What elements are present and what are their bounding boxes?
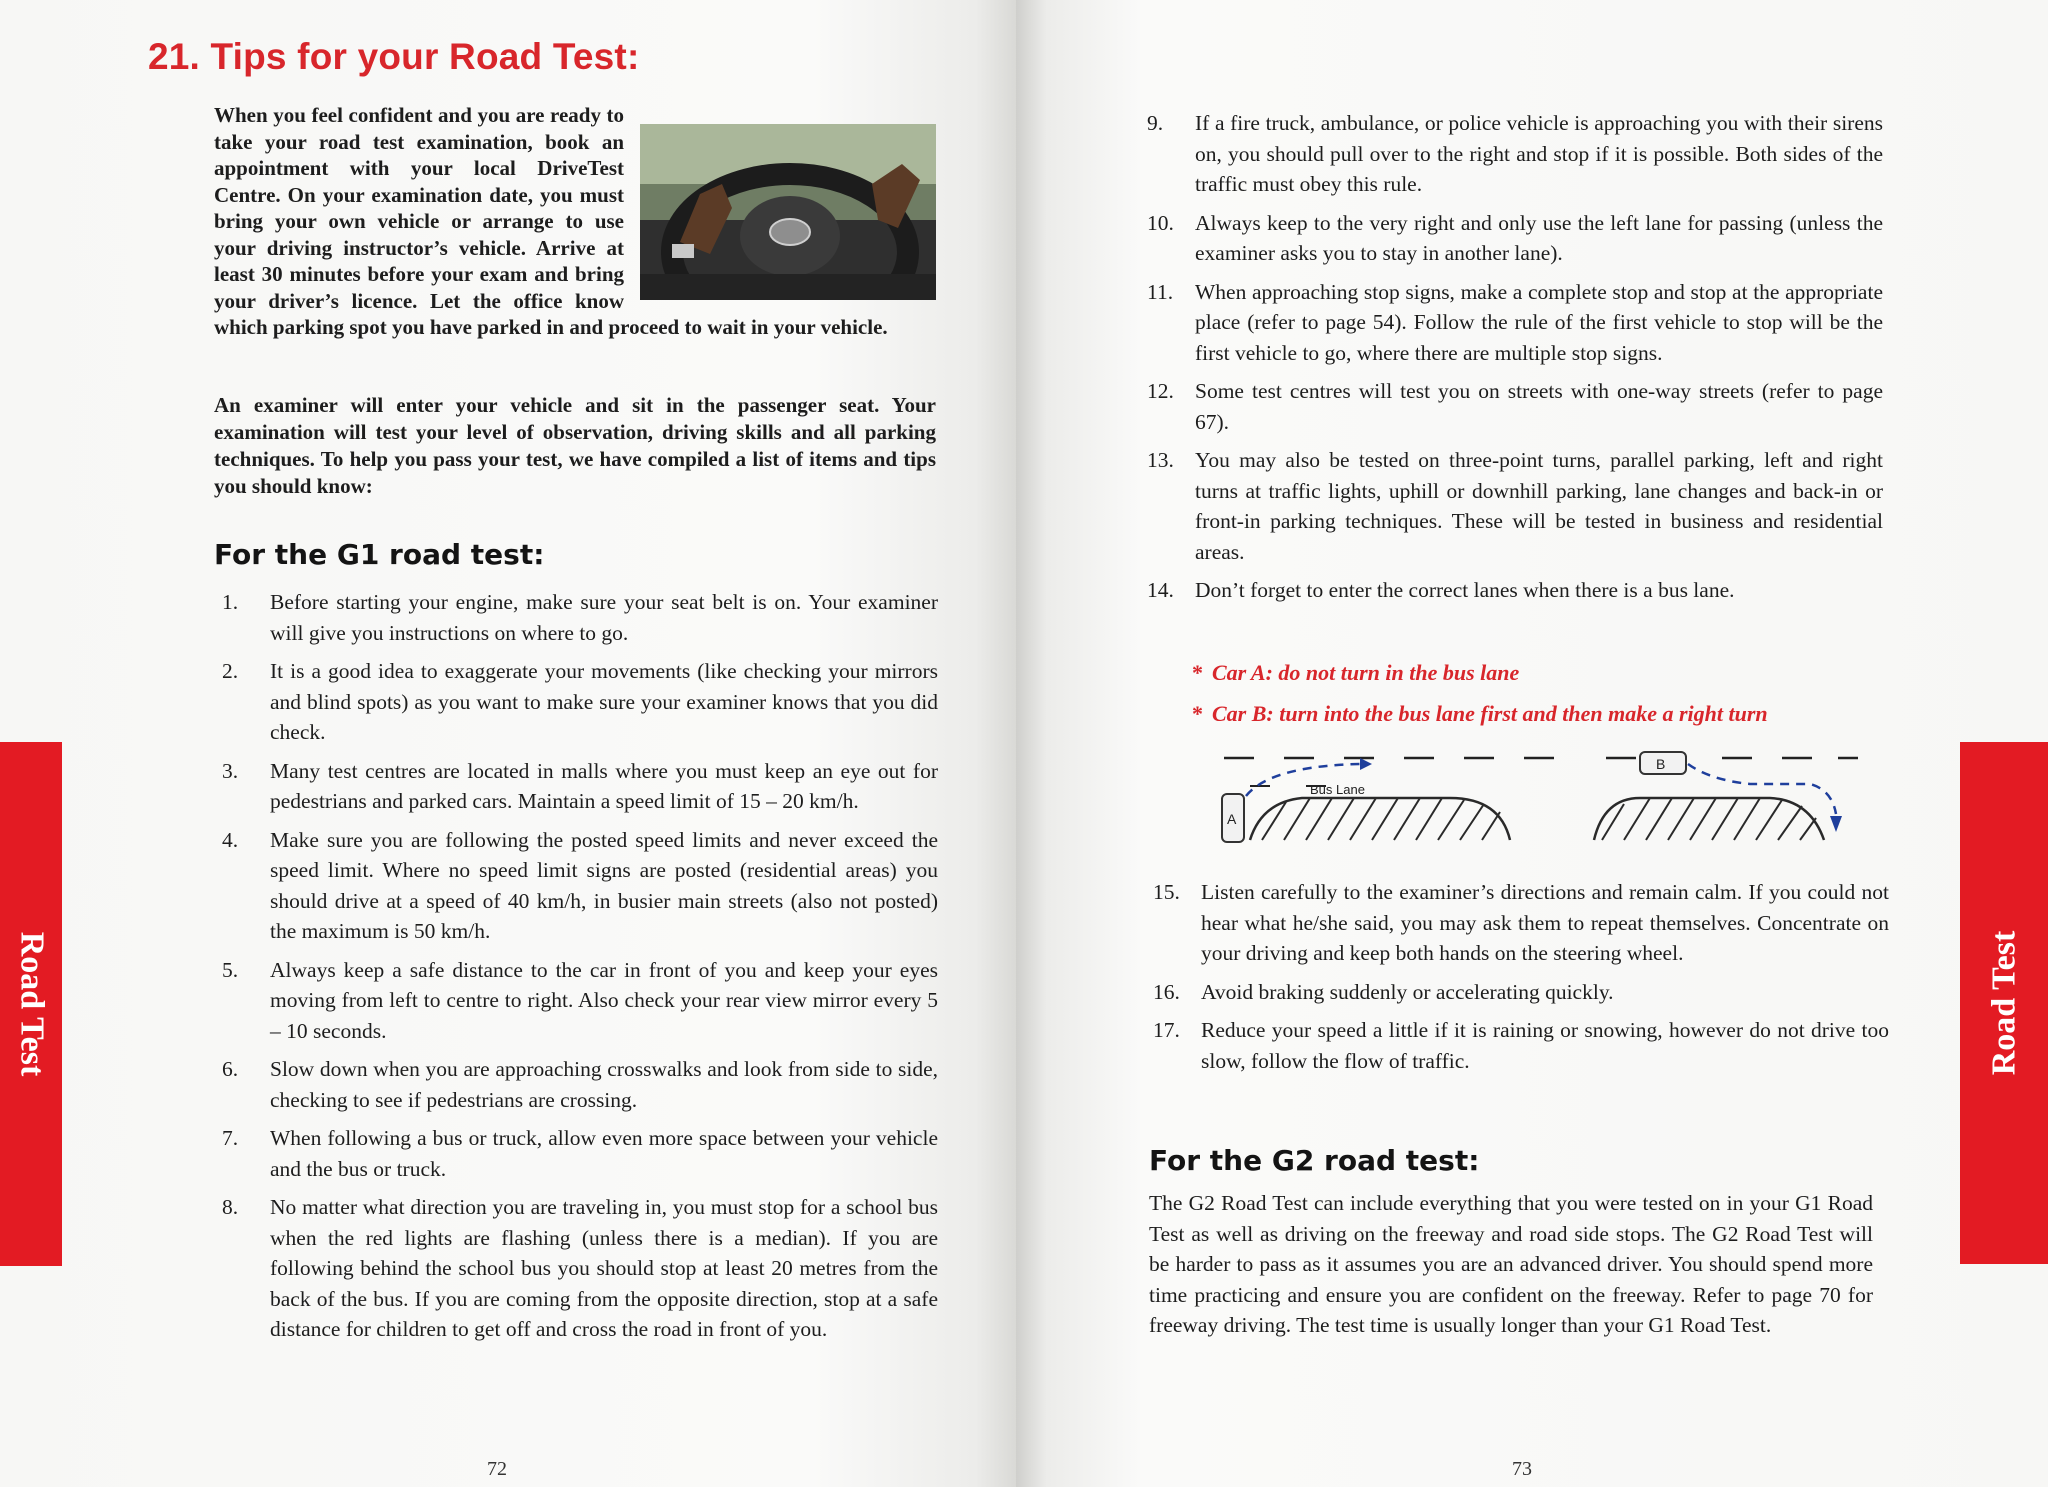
tip-number: 11. xyxy=(1147,279,1174,304)
tip-text: When approaching stop signs, make a complete stop and stop at the appropriate place (refer to page 54). Follow the rule of the first vehicle to stop will be the first vehicle to go, where there are multiple stop signs. xyxy=(1195,279,1883,365)
g2-section-title: For the G2 road test: xyxy=(1149,1144,1480,1177)
car-a-icon xyxy=(1222,794,1244,842)
tip-item xyxy=(1147,575,1883,606)
tip-number: 7. xyxy=(222,1126,239,1150)
car-a-label: A xyxy=(1227,811,1237,827)
tip-number: 14. xyxy=(1147,578,1174,602)
tip-text: Listen carefully to the examiner’s directions and remain calm. If you could not hear what he/she said, you may ask them to repeat themselves. Concentrate on your driving and keep both hands on the steering wheel. xyxy=(1201,880,1889,965)
tip-text: If a fire truck, ambulance, or police vehicle is approaching you with their sirens on, you should pull over to the right and stop if it is possible. Both sides of the traffic must obey this rule. xyxy=(1195,111,1883,196)
tip-number: 3. xyxy=(222,758,239,783)
tip-number: 2. xyxy=(222,659,239,683)
car-b-icon xyxy=(1640,752,1686,774)
left-page xyxy=(0,0,1016,1487)
tip-number: 12. xyxy=(1147,379,1174,403)
tip-number: 9. xyxy=(1147,111,1164,135)
tip-item xyxy=(1147,277,1883,369)
tip-text: Don’t forget to enter the correct lanes when there is a bus lane. xyxy=(1195,578,1735,602)
tip-item xyxy=(1147,376,1883,437)
tip-text: When following a bus or truck, allow even more space between your vehicle and the bus or truck. xyxy=(270,1126,938,1181)
section-title: 21. Tips for your Road Test: xyxy=(148,36,640,77)
steering-wheel-photo xyxy=(640,124,936,300)
tip-item xyxy=(1153,877,1889,969)
tip-number: 4. xyxy=(222,827,239,852)
curb-hatching-left xyxy=(1262,798,1500,840)
tip-item xyxy=(222,825,938,947)
tip-item xyxy=(222,656,938,748)
tip-text: Always keep a safe distance to the car in front of you and keep your eyes moving from left to centre to right. Also check your rear view mirror every 5 – 10 seconds. xyxy=(270,957,938,1043)
page-number-left: 72 xyxy=(487,1458,507,1480)
tip-number: 13. xyxy=(1147,448,1174,472)
side-tab-left xyxy=(0,742,62,1266)
tip-text: No matter what direction you are traveling in, you must stop for a school bus when the red lights are flashing (unless there is a median). If you are following behind the school bus you should stop at least 20 metres from the back of the bus. If you are coming from the opposite direction, stop at a safe distance for children to get off and cross the road in front of you. xyxy=(270,1195,938,1341)
tip-number: 5. xyxy=(222,957,239,982)
tip-number: 17. xyxy=(1153,1018,1180,1042)
side-tab-label: Road Test xyxy=(1985,930,2022,1076)
tip-text: Some test centres will test you on streets with one-way streets (refer to page 67). xyxy=(1195,379,1883,434)
tip-number: 16. xyxy=(1153,979,1180,1004)
g1-section-title: For the G1 road test: xyxy=(214,538,545,571)
bus-lane-note: * Car B: turn into the bus lane first and then make a right turn xyxy=(1188,701,1768,742)
side-tab-label: Road Test xyxy=(13,931,50,1077)
bus-lane-label: Bus Lane xyxy=(1310,782,1365,797)
tip-text: Avoid braking suddenly or accelerating quickly. xyxy=(1201,979,1614,1004)
tip-item xyxy=(1147,208,1883,269)
tip-item xyxy=(1153,1015,1889,1076)
tip-text: Always keep to the very right and only use the left lane for passing (unless the examiner asks you to stay in another lane). xyxy=(1195,210,1883,265)
tip-text: Make sure you are following the posted speed limits and never exceed the speed limit. Where no speed limit signs are posted (residential areas) you should drive at a speed of 40 km/h, in busier main streets (also not posted) the maximum is 50 km/h. xyxy=(270,827,938,943)
intro-paragraph-2: An examiner will enter your vehicle and sit in the passenger seat. Your examination will test your level of observation, driving skills and all parking techniques. To help you pass your test, we have compiled a list of items and tips you should know: xyxy=(214,393,936,498)
tip-item xyxy=(1147,108,1883,200)
intro-text: When you feel confident and you are ready to take your road test examination, book an appointment with your local DriveTest Centre. On your examination date, you must bring your own vehicle or arrange to use your driving instructor’s vehicle. Arrive at least 30 minutes before your exam and bring your driver’s licence. Let the office know which parking spot you have parked in and proceed to wait in your vehicle. xyxy=(214,103,888,339)
tip-item xyxy=(222,1054,938,1115)
tip-text: Many test centres are located in malls where you must keep an eye out for pedestrians and parked cars. Maintain a speed limit of 15 – 20 km/h. xyxy=(270,758,938,813)
tip-text: Reduce your speed a little if it is raining or snowing, however do not drive too slow, follow the flow of traffic. xyxy=(1201,1018,1889,1073)
steering-wheel-image xyxy=(640,124,936,300)
curb-hatching-right xyxy=(1602,798,1816,840)
tip-number: 6. xyxy=(222,1057,239,1081)
bus-lane-notes xyxy=(1188,660,1768,742)
tip-item xyxy=(222,756,938,817)
tips-list-continued-2 xyxy=(1153,877,1889,1084)
tip-item xyxy=(222,1192,938,1345)
g1-tips-list xyxy=(222,587,938,1353)
tip-item xyxy=(222,587,938,648)
tip-text: It is a good idea to exaggerate your movements (like checking your mirrors and blind spots) as you want to make sure your examiner knows that you did check. xyxy=(270,659,938,744)
tip-number: 15. xyxy=(1153,880,1180,904)
tip-number: 10. xyxy=(1147,210,1174,235)
tip-number: 8. xyxy=(222,1195,239,1219)
bus-lane-note: * Car A: do not turn in the bus lane xyxy=(1188,660,1768,701)
page-number-right: 73 xyxy=(1512,1458,1532,1480)
side-tab-right xyxy=(1960,742,2048,1264)
tip-text: Slow down when you are approaching crosswalks and look from side to side, checking to see if pedestrians are crossing. xyxy=(270,1057,938,1112)
tip-text: You may also be tested on three-point turns, parallel parking, left and right turns at traffic lights, uphill or downhill parking, lane changes and back-in or front-in parking techniques. These will be tested in business and residential areas. xyxy=(1195,448,1883,564)
tips-list-continued xyxy=(1147,108,1883,614)
tip-item xyxy=(1147,445,1883,567)
bus-lane-diagram xyxy=(1210,740,1870,860)
tip-text: Before starting your engine, make sure your seat belt is on. Your examiner will give you instructions on where to go. xyxy=(270,590,938,645)
tip-item xyxy=(222,1123,938,1184)
g2-paragraph: The G2 Road Test can include everything that you were tested on in your G1 Road Test as well as driving on the freeway and road side stops. The G2 Road Test will be harder to pass as it assumes you are an advanced driver. You should spend more time practicing and ensure you are confident on the freeway. Refer to page 70 for freeway driving. The test time is usually longer than your G1 Road Test. xyxy=(1149,1191,1873,1337)
car-b-label: B xyxy=(1656,756,1666,772)
tip-item xyxy=(1153,977,1889,1008)
intro-paragraph xyxy=(214,102,936,341)
tip-item xyxy=(222,955,938,1047)
tip-number: 1. xyxy=(222,590,239,614)
